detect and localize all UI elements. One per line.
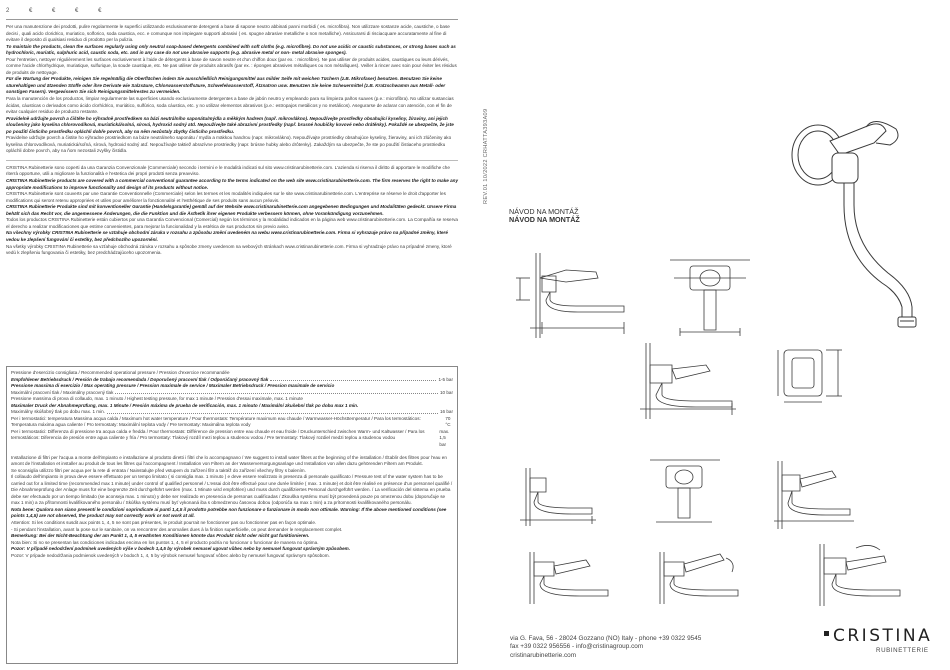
- revision-code: [455, 14, 493, 214]
- logo-subtitle: RUBINETTERIE: [876, 647, 929, 654]
- leader-dots: [270, 377, 436, 382]
- cleaning-text-en: To maintain the products, clean the surfaces regularly using only neutral soap-based detergents combined with soft cloths (e.g. microfibre). Do not use acidic or caustic substances, or strong bases such as hydrochloric, muriatic, sulphuric acid, caustic soda, etc. and in any case do not use abrasive supports (e.g. abrasive metal or non- metal abrasive sponges).: [6, 43, 456, 56]
- warranty-text-de: CRISTINA Rubinetterie Produkte sind mit konventioneller Garantie (Handelsgarantie) gemäß auf der Website www.cristinarubinetterie.com angegebenen Bedingungen und Modalitäten gedeckt. Unsere Firma behält sich das Recht vor, die angemessene Änderungen, die die Funktion und die Ästhetik ihrer eigenen Produkte verbessern können, ohne Vorankündigung vorzunehmen.: [6, 204, 457, 216]
- spec-value: 70 °C: [445, 415, 451, 428]
- warranty-text-sk: Na všetky výrobky CRISTINA Rubinetterie sa vzťahuje obchodná záruka v rozsahu a spôsobe zmeny uvedenom na webových stránkach www.cristinarubinetterie.com. Firma si vyhradzuje právo na prípadné zmeny, ktoré vedú k zlepšeniu fungovania či estetiky, bez predchádzajúceho upozornenia.: [6, 243, 452, 256]
- spec-label: Per i termostatici: Differenza di pressione tra acqua calda e fredda / Pour thermostats: Différence de pression entre eau chaude et eau froide / Druckunterschied zwischen Warm- und Kaltwasser / Para los termostáticos: Diferencia de presión entre agua caliente y fría / Pro termostaty: Tlakový rozdíl mezi teplou a studenou vodou / Pre termostaty: Tlakový rozdiel medzi teplou a studenou vodou: [11, 428, 425, 441]
- mounting-step-4-diagram: [770, 340, 850, 410]
- mounting-step-6-diagram: [640, 450, 730, 530]
- spec-note: Pozor: V případě nedodržení podmínek uvedených výše v bodech 1,4,5 by výrobek nemusel ugovat vůbec nebo by nemusel fungovat správným způsobem.: [11, 546, 351, 552]
- mounting-step-7-diagram: [770, 455, 860, 535]
- spec-note: Installazione di filtri per l'acqua a monte dell'impianto e installazione al prodotto diretti i filtri che lo accompagnano / We suggest to install water filters at the beginning of the installation / Établir des filtres pour l'eau en amont de l'installation et installer au produit de tous les filtres qui l'accompagnent / Installation von Filtern an der Wasserversorgungsanlage und Installation von allen dazu gehörenden Filtern am Produkt.: [11, 454, 447, 467]
- spec-value: 16 bar: [439, 409, 453, 415]
- website-line: cristinarubinetterie.com: [510, 651, 577, 659]
- warranty-text-cs: Na všechny výrobky CRISTINA Rubinetterie se vztahuje obchodní záruka v rozsahu a způsobu změní uvedeném na webu www.cristinarubinetterie.com. Firma si vyhrazuje právo na případné změny, které vedou ke zlepšení fungování či estetiky, bez předchozího upozornění.: [6, 230, 448, 242]
- spec-note: Pozor: V prípade nedodržania podmienok uvedených v bodoch 1, 4, 5 by výrobok nemusel fungovať vôbec alebo by nemusel fungovať správnym spôsobom.: [11, 552, 330, 558]
- logo-brand: CRISTINA: [833, 626, 933, 646]
- warranty-text-en: CRISTINA Rubinetterie products are covered with a commercial conventional guarantee according to the terms indicated on the web site www.cristinarubinetterie.com. The firm reserves the right to make any appropriate modifications to improve functionality and design of its products without notice.: [6, 178, 458, 190]
- warranty-section: [6, 165, 458, 257]
- spec-value: 10 bar: [439, 389, 453, 395]
- instructions-column: [6, 8, 458, 257]
- spec-value: 1-5 bar: [438, 376, 453, 382]
- spec-note: Attention: Si les conditions susdit aux points 1, 4, 5 ne sont pas présentes, le produit pourrait ne fonctionner pas ou fonctionner pas en façon optimale.: [11, 520, 317, 526]
- header-symbol: €: [52, 8, 58, 14]
- cleaning-text-fr: Pour l'entretien, nettoyer régulièrement les surfaces exclusivement à l'aide de détergents à base de savon neutre et d'un chiffon doux (par ex. : microfibre). Ne pas utiliser de produits acides, caustiques ou leurs dérivés, comme l'acide chlorhydrique, muriatique, sulfurique, la soude caustique, etc. Ne pas utiliser de produits abrasifs (par ex. : éponges abrasives métalliques ou non métalliques). Veiller à rincer avec soin pour éviter les résidus de produits de nettoyage.: [6, 56, 457, 75]
- header-symbol: €: [75, 8, 81, 14]
- mounting-step-5-diagram: [512, 462, 602, 532]
- address-line: via G. Fava, 56 - 28024 Gozzano (NO) Italy - phone +39 0322 9545: [510, 635, 702, 642]
- spec-label: Maximaler Druck der Abnahmeprüfung, max. 1 Minute / Presión máxima de prueba de verificación, max. 1 minuto / Maximální zkušební tlak po dobu max 1 min.: [11, 402, 359, 408]
- cleaning-text-sk: Pravidelne udržujte povrch a čistite ho výhradne prostriedkom na báze neutrálneho saponátu / mydla a mäkkou handrou (napr. mikrovlákno). Nepoužívajte prostriedky obsahujúce kyseliny, žieraviny, ani ich zlúčeniny ako kyselina chlorovodíková, muriatická/soľná, sírová, hydroxid sodný atď. Nepoužívajte taktiež abrazívne prostriedky (napr. brúsne hubky alebo drôtenky). Zakaždým sa ubezpečte, že ste po použití čistiaceho prostriedku opláchli dobre povrch, aby na ňom nezostali zvyšky čistidla.: [6, 135, 452, 154]
- spec-label: Pressione d'esercizio consigliata / Recommended operational pressure / Pression d'exercice recommandée: [11, 370, 230, 375]
- logo-square-icon: [824, 631, 829, 636]
- header-symbols: [6, 8, 458, 20]
- spec-value: max. 1,5 bar: [439, 428, 450, 448]
- spec-note: Il collaudo dell'impianto in prova deve essere effettuato per un tempo limitato ( si consiglia max. 1 minuto ) e deve essere realizzato in presenza di personale qualificato / Pressure test of the water system has to be carried out for a limited time (recommended max 1 minute) under control of qualified personnel / L'essai doit être effectué pour une durée limitée ( max. 1 minute) et doit être réalisé en présence d'un personnel qualifié / Die Abnahmeprüfung der Anlage muss für eine begrenzte Zeit durchgeführt werden (max. 1 Minute wird empfohlen) und muss durch qualifiziertes Personal durchgeführt werden. / La verificación del sistema en prueba debe ser efectuado por un tiempo limitado (se aconseja max. 1 minuto) y debe ser realizado en presencia de personas cualificadas / Zkouška systému musí být provedená pouze po omezenou dobu (doporučuje se max 1 min) a za přítomnosti kvalifikovaného personálu / Skúška systému musí byť vykonaná iba s obmedzenou časovou dobou (odporúča sa max 1 min) a za prítomnosti kvalifikovaného personálu.: [11, 474, 453, 506]
- spec-label: Pressione massima di esercizio / Max operating pressure / Pression maximale de service / Maximaler Betriebsdruck / Pression maximale de servicio: [11, 383, 335, 389]
- spec-label: Maximálny skúšobný tlak po dobu max. 1 min.: [11, 409, 105, 415]
- spec-label: Maximální pracovní tlak / Maximálny pracovný tlak: [11, 389, 114, 395]
- mounting-step-10-diagram: [810, 540, 910, 610]
- cleaning-text-es: Para la manutención de los productos, limpiar regularmente las superficies usando exclusivamente detergentes a base de jabón neutro y empleando para su limpieza paños suaves (p.e.: microfibra). No utilizar sustancias ácidas, cáusticas o derivados como ácido clorhídrico, muriático, sulfúrico, soda cáustica, etc. y no utilizar elementos abrasivos (p.e.: estropajos metálicos y no metálicos). Asegurarse de aclarar con atención, con el fin de evitar cualquier residuo de producto restante.: [6, 96, 454, 115]
- header-symbol: €: [98, 8, 104, 14]
- warranty-text-fr: CRISTINA Rubinetterie sont couverts par une Garantie Conventionnelle (Commerciale) selon les termes et les modalités indiquées sur le site www.cristinarubinetterie.com. L'entreprise se réserve le droit d'apporter les modifications qui seront retenu appropriées et utiles pour améliorer la fonctionnalité et l'esthétique de ses produits sans aucun préavis.: [6, 191, 446, 203]
- spec-label: Per i termostatici: temperatura Massima acqua calda / Maximum hot water temperature / Pour thermostats: Température maximum eau chaude / Warmwasser-Höchsttemperatur / Para los termostáticos: Temperatura máxima agua caliente / Pro termostaty: Maximální teplota vody / Pre termostaty: Maximálna teplota vody: [11, 415, 421, 428]
- mounting-step-1-diagram: [506, 248, 636, 343]
- leader-dots: [107, 409, 438, 414]
- section-divider: [6, 160, 458, 161]
- spec-line: [11, 416, 453, 429]
- spec-note: Se sconsiglia utilizzo filtri per acqua per la rete di entrata / Nainstalujte před vstupem do zařízení filtr a taktéž do zařízení všechny filtry s balením.: [11, 467, 306, 473]
- cleaning-text-it: Per una manutenzione dei prodotti, pulire regolarmente le superfici utilizzando esclusivamente detergenti a base di sapone neutro abbinati panni morbidi ( es. microfibra). Non utilizzare sostanze acide, caustiche, o base decisi , quali acido cloridrico, muriatico, solforico, soda caustica, ecc. e comunque non impiegare supporti abrasivi ( es. spugne abrasive metalliche o non metalliche). Assicurarsi di risciacquare accuratamente al fine di evitare il deposito di qualsiasi residuo di prodotto per la pulizia.: [6, 24, 450, 43]
- mounting-step-8-diagram: [520, 548, 620, 608]
- revision-code-text: REV.01 10/2022 CRHATTA393A09: [483, 108, 489, 204]
- spec-note: Nota bene: Qualora non siano presenti le condizioni soprindicate ai punti 1,4,5 il prodotto potrebbe non funzionare o funzionare in modo non ottimale. Warning: If the above mentioned conditions (see points 1,4,5) are not observed, the product may not correctly work or not work at all.: [11, 506, 447, 519]
- mounting-step-3-diagram: [636, 335, 746, 425]
- mounting-title-line1: NÁVOD NA MONTÁŽ: [509, 207, 579, 216]
- mounting-step-2-diagram: [660, 240, 760, 345]
- spec-note: Bemerkung: Bei der Nicht-Beachtung der am Punkt 1, 4, 5 erwähnten Konditionen könnte das Produkt nicht oder nicht gut funktionieren.: [11, 533, 310, 539]
- cleaning-section: [6, 24, 458, 155]
- faucet-product-drawing: [770, 95, 930, 335]
- mounting-step-9-diagram: [650, 548, 750, 608]
- technical-specs-box: [6, 366, 458, 664]
- spec-note: - Si pendant l'installation, avant la pose sur le sanitaire, on va rencontrer des anomalies dues à la finition superficielle, on peut demander le remplacement complet.: [11, 526, 343, 532]
- cleaning-text-de: Für die Wartung der Produkte, reinigen Sie regelmäßig die Oberflächen indem Sie ausschließlich Reinigungsmittel aus milder Seife mit weichen Tüchern (z.B. Mikrofaser) benutzen. Benutzen Sie keine säurehaltigen und ätzenden Stoffe oder ihre Derivate wie Salzsäure, Chlorwasserstoffsäure, Schwefelwasserstoff, Ätznatron usw. Benutzen Sie keine Scheuermittel (z.B. Kratzschwamm aus Metall- oder sonstigen Fasern). Vergewissern Sie sich Reinigungsmittelrestes zu vermeiden.: [6, 76, 446, 95]
- header-symbol: €: [29, 8, 35, 14]
- warranty-text-es: Todos los productos CRISTINA Rubinetterie están cubiertos por una Garantía Convencional (Comercial) según los términos y la modalidad indicados en la página web www.cristinarubinetterie.com. La Compañía se reserva el derecho a realizar modificaciones que estime convenientes, para mejorar la funcionalidad y la estética de sus productos sin previo aviso.: [6, 217, 458, 229]
- mounting-title: [509, 208, 580, 224]
- mounting-title-line2: NÁVOD NA MONTÁŽ: [509, 215, 580, 224]
- contact-line: fax +39 0322 956556 - info@cristinagroup.com: [510, 643, 644, 651]
- leader-dots: [115, 390, 438, 395]
- header-symbol: 2: [6, 8, 12, 14]
- cleaning-text-cs: Pravidelně udržujte povrch a čištěte ho výhradně prostředkem na bázi neutrálního saponátu/mýdla a měkkým hadrem (např. mikrovlákno). Nepoužívejte prostředky obsahující kyseliny, žíraviny, ani jejich sloučeniny jako kyselina chlorovodíková, muriatická/solná, sírová, hydroxid sodný atd. Nepoužívejte také abrazivní prostředky (např. brusné houbičky kovové nebo drátěnky). Pokaždé se ubezpečte, že jste po použití čisticího prostředku opláchli dobře povrch, aby na něm nezůstaly zbytky čisticího prostředku.: [6, 115, 454, 134]
- warranty-text-it: CRISTINA Rubinetterie sono coperti da una Garanzia Convenzionale (Commerciale) secondo i termini e le modalità indicati sul sito www.cristinarubinetterie.com. L'azienda si riserva il diritto di apportare le modifiche che riterrà opportune, utili a migliorare la funzionalità e l'estetica dei propri prodotti senza preavviso.: [6, 164, 450, 177]
- spec-line: [11, 429, 453, 449]
- spec-label: Pressione massima di prova di collaudo, max. 1 minuto / Highest testing pressure, for max 1 minute / Pression d'essai maximale, max. 1 minute: [11, 396, 303, 402]
- spec-label: Empfohlener Betriebsdruck / Presión de trabajo recomendada / Doporučený pracovní tlak / Odporúčaný pracovný tlak: [11, 376, 269, 382]
- spec-note: Nota bien: Si no se presentan las condiciones indicadas encima en los puntos 1, 4, 5 el producto podría no funcionar o funcionar de manera no óptima.: [11, 539, 319, 545]
- company-address: [510, 635, 701, 660]
